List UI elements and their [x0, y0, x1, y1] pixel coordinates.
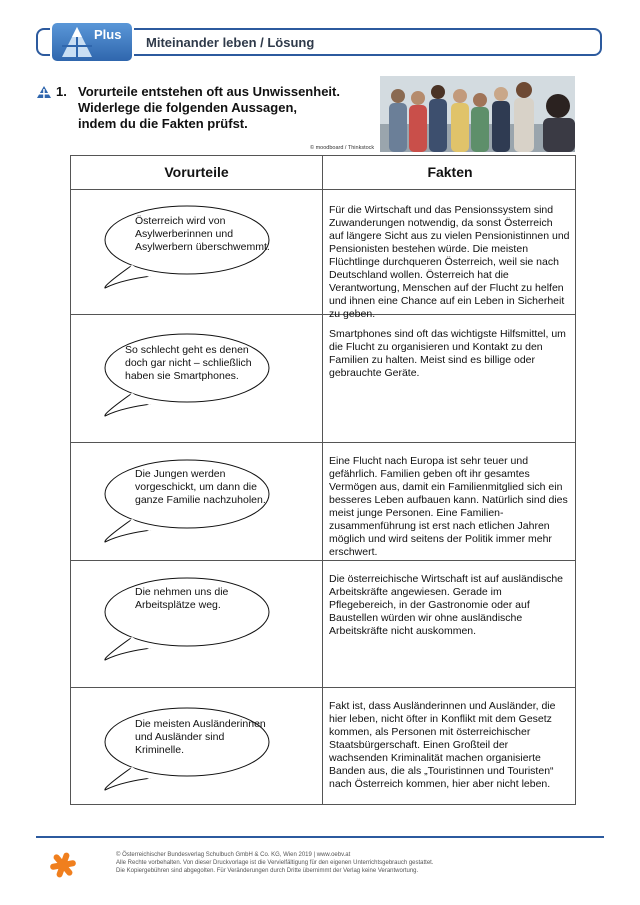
text-line: hier leben, nicht öfter in Konflikt mit dem Gesetz: [329, 713, 552, 725]
footer-line: © Österreichischer Bundesverlag Schulbuch GmbH & Co. KG, Wien 2019 | www.oebv.at: [116, 852, 351, 858]
text-line: Vermögen aus, damit ein Familienmitglied sich ein: [329, 481, 563, 493]
text-line: vorgeschickt, um dann die: [135, 481, 257, 493]
publisher-logo-icon: [49, 851, 77, 879]
task-instruction: [78, 84, 368, 132]
row-divider: [71, 560, 575, 561]
text-line: Verantwortung, Menschen auf der Flucht zu helfen: [329, 282, 564, 294]
text-line: zusammenführung ist erst nach etlichen Jahren: [329, 520, 550, 532]
text-line: Die Jungen werden: [135, 468, 226, 480]
footer-divider: [36, 836, 604, 838]
speech-bubble: [91, 200, 281, 290]
text-line: Pflegebereich, in der Gastronomie oder auf: [329, 599, 530, 611]
footer-line: Die Kopiergebühren sind abgegolten. Für Veränderungen durch Dritte übernimmt der Verlag keine Verantwortung.: [116, 868, 419, 874]
fact-text: [329, 455, 577, 559]
page-title: Miteinander leben / Lösung: [146, 35, 315, 50]
text-line: Baustellen würden wir ohne ausländische: [329, 612, 523, 624]
footer-copyright: [116, 851, 434, 875]
text-line: Eine Flucht nach Europa ist sehr teuer und: [329, 455, 529, 467]
prejudice-text: [135, 586, 285, 612]
text-line: erschwert.: [329, 546, 378, 558]
footer-line: Alle Rechte vorbehalten. Von dieser Druckvorlage ist die Vervielfältigung für den eigenen Unterrichtsgebrauch gestattet.: [116, 860, 434, 866]
text-line: Kriminelle.: [135, 744, 185, 756]
text-line: besseres Leben aufbauen kann. Natürlich sind dies: [329, 494, 568, 506]
text-line: Arbeitskräfte nicht auskommen.: [329, 625, 477, 637]
column-divider: [322, 156, 323, 804]
text-line: möglich und wird seitens der Politik immer mehr: [329, 533, 552, 545]
prejudice-text: [135, 215, 285, 254]
text-line: gebrauchte Geräte.: [329, 367, 420, 379]
prejudice-text: [125, 344, 275, 383]
text-line: haben sie Smartphones.: [125, 370, 239, 382]
fact-text: [329, 204, 577, 321]
text-line: ganze Familie nachzuholen.: [135, 494, 266, 506]
photo-credit: © moodboard / Thinkstock: [310, 145, 375, 151]
text-line: Fakt ist, dass Ausländerinnen und Ausländer, die: [329, 700, 556, 712]
text-line: Arbeitsplätze weg.: [135, 599, 221, 611]
text-line: Asylwerbern überschwemmt.: [135, 241, 270, 253]
prejudice-text: [135, 718, 285, 757]
text-line: Österreich wird von: [135, 215, 226, 227]
text-line: Deutschland wollen. Österreich hat die: [329, 269, 509, 281]
text-line: So schlecht geht es denen: [125, 344, 249, 356]
text-line: meist junge Personen. Eine Familien-: [329, 507, 504, 519]
plus-logo: [52, 23, 132, 61]
speech-bubble: [91, 702, 281, 792]
task-line: Widerlege die folgenden Aussagen,: [78, 100, 297, 115]
task-line: indem du die Fakten prüfst.: [78, 116, 248, 131]
text-line: Für die Wirtschaft und das Pensionssystem sind: [329, 204, 554, 216]
speech-bubble: [91, 328, 281, 418]
text-line: auf längere Sicht aus zu vielen Pensionistinnen und: [329, 230, 570, 242]
pyramid-icon: [60, 25, 94, 59]
text-line: Die meisten Ausländerinnen: [135, 718, 266, 730]
prejudice-text: [135, 468, 285, 507]
row-divider: [71, 687, 575, 688]
text-line: und ihnen eine Chance auf ein Leben in Sicherheit: [329, 295, 565, 307]
header-prejudices: Vorurteile: [164, 164, 229, 180]
fact-text: [329, 328, 577, 380]
text-line: Flüchtlinge durchqueren Österreich, weil sie nach: [329, 256, 559, 268]
text-line: Familien zu halten. Meist sind es billige oder: [329, 354, 536, 366]
speech-bubble: [91, 454, 281, 544]
text-line: kommen, als Personen mit österreichischer: [329, 726, 531, 738]
text-line: wachsenden Kriminalität machen organisierte: [329, 752, 541, 764]
text-line: doch gar nicht – schließlich: [125, 357, 252, 369]
header-facts: Fakten: [427, 164, 473, 180]
text-line: Die österreichische Wirtschaft ist auf ausländische: [329, 573, 564, 585]
row-divider: [71, 189, 575, 190]
task-line: Vorurteile entstehen oft aus Unwissenheit.: [78, 84, 340, 99]
prejudice-facts-table: [70, 155, 576, 805]
text-line: nach Österreich kommen, hier aber nicht leben.: [329, 778, 551, 790]
task-triangle-icon: [37, 86, 51, 98]
text-line: Zuwanderungen notwendig, da sonst Österreich: [329, 217, 553, 229]
group-photo: [380, 76, 575, 152]
fact-text: [329, 700, 577, 791]
text-line: Die nehmen uns die: [135, 586, 229, 598]
text-line: zu geben.: [329, 308, 376, 320]
text-line: und Ausländer sind: [135, 731, 225, 743]
fact-text: [329, 573, 577, 638]
logo-text: Plus: [94, 27, 122, 42]
text-line: gefährlich. Familien geben oft ihr gesamtes: [329, 468, 530, 480]
task-number: 1.: [56, 84, 67, 99]
row-divider: [71, 442, 575, 443]
text-line: Smartphones sind oft das wichtigste Hilfsmittel, um: [329, 328, 566, 340]
text-line: Pensionisten bestehen würde. Die meisten: [329, 243, 529, 255]
text-line: Staatsbürgerschaft. Einen Großteil der: [329, 739, 509, 751]
text-line: Arbeitskräfte angewiesen. Gerade im: [329, 586, 502, 598]
speech-bubble: [91, 572, 281, 662]
text-line: Asylwerberinnen und: [135, 228, 234, 240]
text-line: die Flucht zu organisieren und Kontakt zu den: [329, 341, 543, 353]
text-line: Banden aus, die als „Touristinnen und Touristen“: [329, 765, 554, 777]
